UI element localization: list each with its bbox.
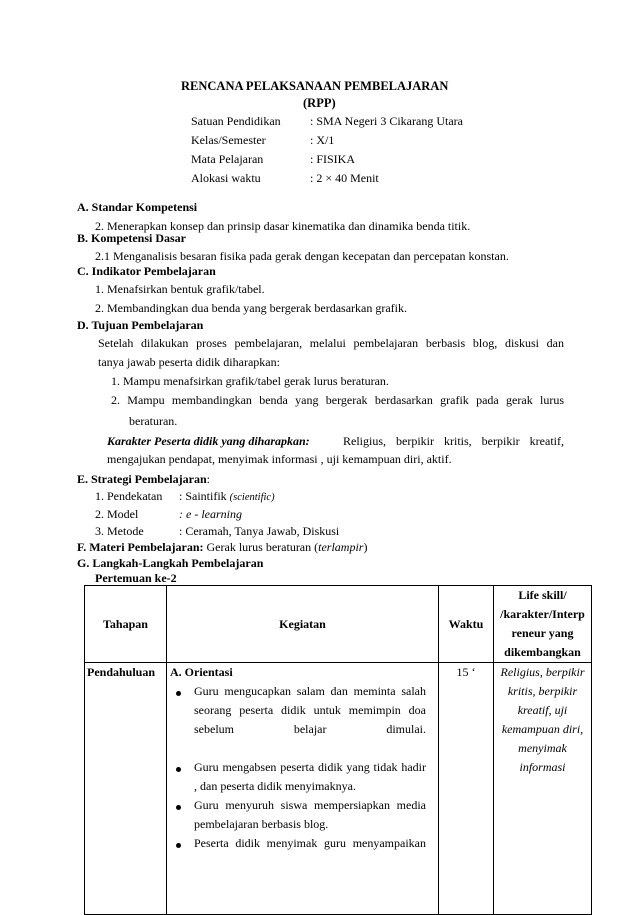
section-d-item-cont: beraturan. — [129, 414, 178, 428]
section-d-intro: Setelah dilakukan proses pembelajaran, melalui pembelajaran berbasis blog, diskusi dan — [98, 336, 564, 350]
table-row — [85, 663, 592, 915]
section-c-heading: C. Indikator Pembelajaran — [77, 264, 216, 278]
strategy-label: 2. Model — [95, 507, 139, 521]
section-e-heading: E. Strategi Pembelajaran: — [77, 472, 210, 486]
section-d-item: 1. Mampu menafsirkan grafik/tabel gerak lurus beraturan. — [111, 374, 389, 388]
activity-item: Guru menyuruh siswa mempersiapkan media pembelajaran berbasis blog. — [194, 798, 426, 831]
info-label: Kelas/Semester — [191, 133, 266, 147]
page-title: RENCANA PELAKSANAAN PEMBELAJARAN — [181, 79, 449, 93]
bullet-icon — [176, 843, 181, 848]
cell-life-skill: Religius, berpikir kritis, berpikir kreatif, uji kemampuan diri, menyimak informasi — [494, 663, 592, 915]
activity-item: Guru mengucapkan salam dan meminta salah seorang peserta didik untuk memimpin doa sebelum belajar dimulai. — [194, 684, 426, 736]
karakter-text: mengajukan pendapat, menyimak informasi , uji kemampuan diri, aktif. — [107, 452, 452, 466]
section-c-item: 1. Menafsirkan bentuk grafik/tabel. — [95, 282, 265, 296]
meeting-label: Pertemuan ke-2 — [95, 571, 177, 585]
table-header-row — [85, 586, 592, 663]
bullet-icon — [176, 691, 181, 696]
activity-item: Guru mengabsen peserta didik yang tidak hadir , dan peserta didik menyimaknya. — [194, 760, 426, 793]
section-g-heading: G. Langkah-Langkah Pembelajaran — [77, 556, 264, 570]
lesson-steps-table — [84, 585, 592, 915]
activity-item: Peserta didik menyimak guru menyampaikan — [194, 836, 426, 850]
section-f: F. Materi Pembelajaran: Gerak lurus beraturan (terlampir) — [77, 540, 368, 554]
header-kegiatan: Kegiatan — [167, 586, 439, 663]
orientasi-heading: A. Orientasi — [170, 665, 233, 679]
header-tahapan: Tahapan — [85, 586, 167, 663]
section-d-item: 2. Mampu membandingkan benda yang bergerak berdasarkan grafik pada gerak lurus — [111, 393, 564, 407]
bullet-icon — [176, 805, 181, 810]
strategy-label: 3. Metode — [95, 524, 144, 538]
karakter-label: Karakter Peserta didik yang diharapkan: — [107, 434, 310, 448]
section-d-intro: tanya jawab peserta didik diharapkan: — [98, 355, 280, 369]
strategy-value: : Ceramah, Tanya Jawab, Diskusi — [179, 524, 340, 538]
cell-tahapan: Pendahuluan — [85, 663, 167, 915]
section-a-item: 2. Menerapkan konsep dan prinsip dasar kinematika dan dinamika benda titik. — [95, 219, 471, 233]
info-value: : SMA Negeri 3 Cikarang Utara — [310, 114, 463, 128]
header-waktu: Waktu — [439, 586, 494, 663]
strategy-label: 1. Pendekatan — [95, 489, 163, 503]
info-label: Satuan Pendidikan — [191, 114, 281, 128]
section-c-item: 2. Membandingkan dua benda yang bergerak berdasarkan grafik. — [95, 301, 407, 315]
info-value: : 2 × 40 Menit — [310, 171, 379, 185]
info-value: : FISIKA — [310, 152, 356, 166]
info-label: Mata Pelajaran — [191, 152, 264, 166]
karakter-text: Religius, berpikir kritis, berpikir kreatif, — [343, 434, 564, 448]
section-d-heading: D. Tujuan Pembelajaran — [77, 318, 204, 332]
section-a-heading: A. Standar Kompetensi — [77, 200, 198, 214]
cell-waktu: 15 ‘ — [439, 663, 494, 915]
bullet-icon — [176, 767, 181, 772]
section-b-item: 2.1 Menganalisis besaran fisika pada gerak dengan kecepatan dan percepatan konstan. — [95, 249, 509, 263]
page-subtitle: (RPP) — [303, 96, 336, 110]
header-life-skill: Life skill/ /karakter/Interp reneur yang dikembangkan — [494, 586, 592, 663]
cell-kegiatan — [167, 663, 439, 915]
strategy-value: : Saintifik (scientific) — [179, 489, 275, 503]
info-value: : X/1 — [310, 133, 335, 147]
strategy-value: : e - learning — [179, 507, 242, 521]
info-label: Alokasi waktu — [191, 171, 261, 185]
section-b-heading: B. Kompetensi Dasar — [77, 231, 186, 245]
